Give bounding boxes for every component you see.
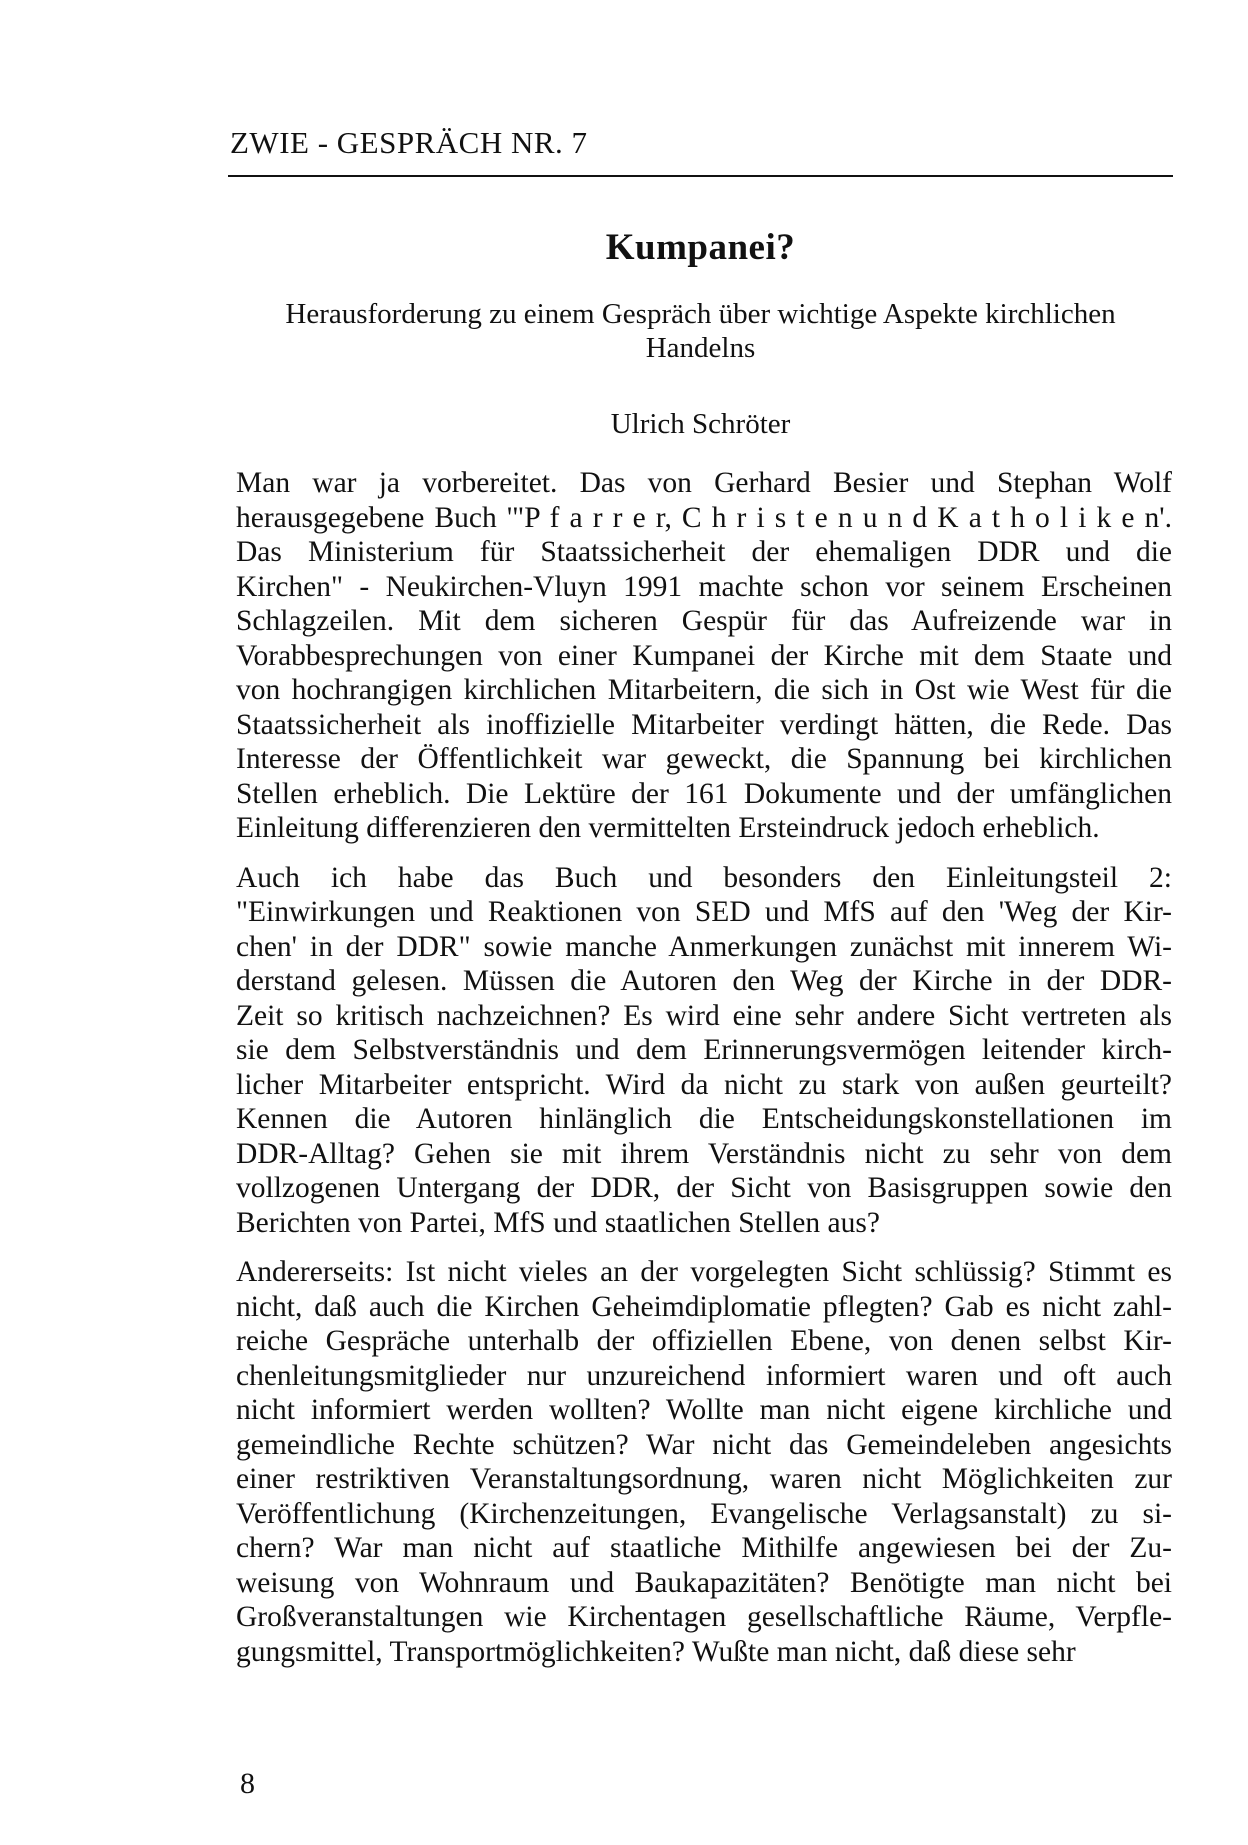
text-line: Berichten von Partei, MfS und staatlichen Stellen aus?: [236, 1206, 880, 1239]
text-line: reiche Gespräche unterhalb der offiziellen Ebene, von denen selbst Kir-: [236, 1325, 1172, 1357]
text-line: Veröffentlichung (Kirchenzeitungen, Evangelische Verlagsanstalt) zu si-: [236, 1497, 1172, 1530]
running-header: ZWIE - GESPRÄCH NR. 7: [230, 125, 588, 160]
text-line: Staatssicherheit als inoffizielle Mitarbeiter verdingt hätten, die Rede. Das: [236, 708, 1172, 741]
page-number: 8: [240, 1767, 255, 1800]
text-line: Einleitung differenzieren den vermittelten Ersteindruck jedoch erheblich.: [236, 812, 1100, 844]
text-line: Zeit so kritisch nachzeichnen? Es wird eine sehr andere Sicht vertreten als: [236, 999, 1172, 1032]
text-line: Kennen die Autoren hinlänglich die Entscheidungskonstellationen im: [236, 1103, 1172, 1135]
subtitle-line: Handelns: [645, 332, 756, 364]
text-line: nicht informiert werden wollten? Wollte man nicht eigene kirchliche und: [236, 1394, 1172, 1426]
article-author: Ulrich Schröter: [610, 408, 791, 440]
article-body: [236, 466, 1172, 1684]
text-line: Vorabbesprechungen von einer Kumpanei der Kirche mit dem Staate und: [236, 639, 1172, 672]
body-paragraph: [236, 1255, 1172, 1669]
text-line: chern? War man nicht auf staatliche Mithilfe angewiesen bei der Zu-: [236, 1532, 1172, 1564]
text-line: nicht, daß auch die Kirchen Geheimdiplomatie pflegten? Gab es nicht zahl-: [236, 1290, 1172, 1323]
text-line: Kirchen" - Neukirchen-Vluyn 1991 machte schon vor seinem Erscheinen: [236, 570, 1172, 603]
body-paragraph: [236, 466, 1172, 846]
article-title: Kumpanei?: [605, 227, 796, 268]
text-line: sie dem Selbstverständnis und dem Erinnerungsvermögen leitender kirch-: [236, 1034, 1172, 1066]
text-line: Das Ministerium für Staatssicherheit der ehemaligen DDR und die: [236, 536, 1172, 568]
text-line: Man war ja vorbereitet. Das von Gerhard Besier und Stephan Wolf: [236, 467, 1172, 499]
text-line: Auch ich habe das Buch und besonders den Einleitungsteil 2:: [236, 861, 1172, 894]
text-line: herausgegebene Buch '"P f a r r e r, C h r i s t e n u n d K a t h o l i k e n'.: [236, 501, 1172, 534]
text-line: derstand gelesen. Müssen die Autoren den Weg der Kirche in der DDR-: [236, 965, 1172, 997]
text-line: licher Mitarbeiter entspricht. Wird da nicht zu stark von außen geurteilt?: [236, 1068, 1172, 1101]
text-line: Interesse der Öffentlichkeit war geweckt, die Spannung bei kirchlichen: [236, 743, 1172, 775]
subtitle-line: Herausforderung zu einem Gespräch über wichtige Aspekte kirchlichen: [285, 298, 1116, 330]
text-line: "Einwirkungen und Reaktionen von SED und MfS auf den 'Weg der Kir-: [236, 896, 1172, 928]
text-line: von hochrangigen kirchlichen Mitarbeitern, die sich in Ost wie West für die: [236, 674, 1172, 706]
text-line: Großveranstaltungen wie Kirchentagen gesellschaftliche Räume, Verpfle-: [236, 1601, 1172, 1633]
text-line: chen' in der DDR" sowie manche Anmerkungen zunächst mit innerem Wi-: [236, 930, 1172, 963]
text-line: gemeindliche Rechte schützen? War nicht das Gemeindeleben angesichts: [236, 1428, 1172, 1461]
text-line: einer restriktiven Veranstaltungsordnung, waren nicht Möglichkeiten zur: [236, 1463, 1172, 1495]
article-subtitle: [228, 297, 1173, 365]
text-line: Schlagzeilen. Mit dem sicheren Gespür für das Aufreizende war in: [236, 605, 1172, 637]
text-line: weisung von Wohnraum und Baukapazitäten? Benötigte man nicht bei: [236, 1566, 1172, 1599]
text-line: chenleitungsmitglieder nur unzureichend informiert waren und oft auch: [236, 1359, 1172, 1392]
text-line: Andererseits: Ist nicht vieles an der vorgelegten Sicht schlüssig? Stimmt es: [236, 1256, 1172, 1288]
text-line: vollzogenen Untergang der DDR, der Sicht von Basisgruppen sowie den: [236, 1172, 1172, 1204]
text-line: Stellen erheblich. Die Lektüre der 161 Dokumente und der umfänglichen: [236, 777, 1172, 810]
text-line: gungsmittel, Transportmöglichkeiten? Wußte man nicht, daß diese sehr: [236, 1635, 1076, 1668]
body-paragraph: [236, 861, 1172, 1241]
header-rule: [228, 175, 1173, 177]
text-line: DDR-Alltag? Gehen sie mit ihrem Verständnis nicht zu sehr von dem: [236, 1137, 1172, 1170]
